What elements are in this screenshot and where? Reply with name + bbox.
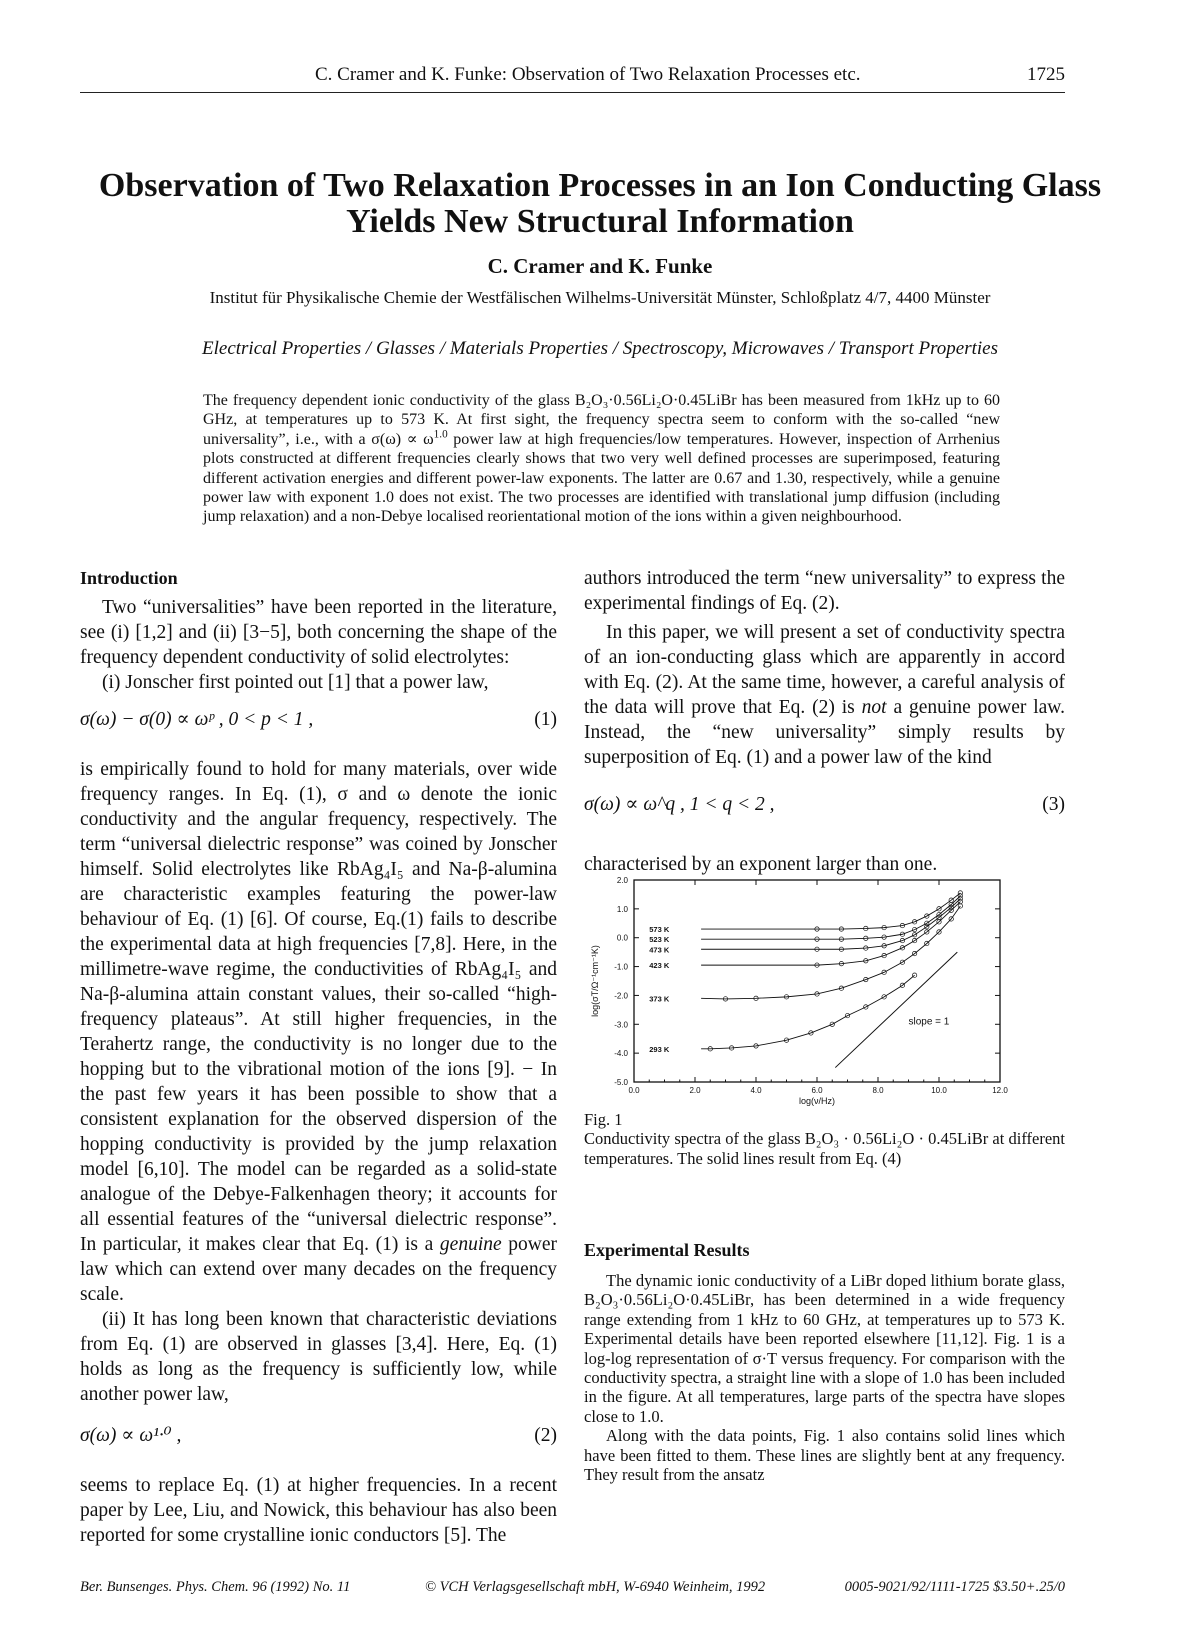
- series-label: 373 K: [649, 994, 670, 1004]
- x-tick-label: 6.0: [811, 1086, 823, 1095]
- running-title: C. Cramer and K. Funke: Observation of Two Relaxation Processes etc.: [315, 64, 861, 85]
- abstract-exponent: 1.0: [433, 428, 448, 441]
- slope-line: [835, 952, 957, 1067]
- series-line: [701, 975, 915, 1049]
- x-tick-label: 4.0: [750, 1086, 762, 1095]
- y-tick-label: 0.0: [616, 933, 628, 943]
- y-tick-label: -1.0: [614, 962, 628, 972]
- equation-2: [80, 1423, 557, 1473]
- intro-paragraph-4: (ii) It has long been known that characteristic deviations from Eq. (1) are observed in glasses [3,4]. Here, Eq. (1) holds as long as the frequency is sufficiently low, while another power law,: [80, 1309, 557, 1405]
- emphasis-not: not: [861, 697, 887, 718]
- right-paragraph-2a: In this paper, we will present a set of conductivity spectra of an ion-conducting glass which are apparently in accord with Eq. (2). At the same time, however, a careful analysis of the data will prove that Eq. (2) is: [584, 622, 1065, 718]
- series-label: 523 K: [649, 935, 670, 945]
- series-line: [701, 896, 960, 939]
- intro-paragraph-3a: is empirically found to hold for many materials, over wide frequency ranges. In Eq. (1), σ and ω denote the ionic conductivity and the angular frequency, respectively. The term “universal dielectric response” was coined by Jonscher himself. Solid electrolytes like RbAg₄I₅ and Na-β-alumina are characteristic examples featuring the power-law behaviour of Eq. (1) [6]. Of course, Eq.(1) fails to describe the experimental data at high frequencies [7,8]. Here, in the millimetre-wave regime, the conductivities of RbAg₄I₅ and Na-β-alumina attain constant values, their so-called “high-frequency plateaus”. At still higher frequencies, in the Terahertz range, the conductivity is no longer due to the hopping but to the vibrational motion of the ions [9]. − In the past few years it has been possible to show that a consistent explanation for the observed dispersion of the hopping conductivity is provided by the jump relaxation model [6,10]. The model can be regarded as a solid-state analogue of the Debye-Falkenhagen theory; it accounts for all essential features of the “universal dielectric response”. In particular, it makes clear that Eq. (1) is a: [80, 759, 557, 1255]
- slope-annotation: slope = 1: [908, 1016, 950, 1028]
- running-head: [80, 62, 1065, 93]
- emphasis-genuine: genuine: [439, 1234, 502, 1255]
- y-tick-label: 2.0: [616, 876, 628, 885]
- abstract-text-2: has been measured from 1kHz up to 60 GHz, at temperatures up to 573 K. At first sight, the frequency spectra seem to conform with the so-called “new universality”, i.e., with a σ(ω) ∝ ω: [203, 392, 1001, 448]
- authors: C. Cramer and K. Funke: [487, 254, 713, 278]
- equation-3-text: σ(ω) ∝ ω^q , 1 < q < 2 ,: [584, 794, 775, 815]
- series-line: [701, 893, 960, 929]
- figure-1-label: Fig. 1: [584, 1110, 623, 1129]
- y-tick-label: -2.0: [614, 991, 628, 1001]
- right-paragraph-3: characterised by an exponent larger than one.: [584, 854, 938, 875]
- series-line: [701, 899, 960, 950]
- intro-paragraph-3b: power law which can extend over many decades on the frequency scale.: [80, 1234, 558, 1305]
- keywords: Electrical Properties / Glasses / Materials Properties / Spectroscopy, Microwaves / Transport Properties: [202, 338, 998, 359]
- intro-paragraph-5: seems to replace Eq. (1) at higher frequencies. In a recent paper by Lee, Liu, and Nowick, this behaviour has also been reported for some crystalline ionic conductors [5]. The: [80, 1475, 557, 1546]
- right-paragraph-2: [584, 620, 1065, 770]
- equation-3: [584, 792, 1065, 852]
- plot-frame: [634, 880, 1000, 1082]
- series-label: 293 K: [649, 1044, 670, 1054]
- page-number: 1725: [1027, 64, 1065, 85]
- footer-journal: Ber. Bunsenges. Phys. Chem. 96 (1992) No. 11: [80, 1579, 351, 1595]
- right-paragraph-2b: a genuine power law. Instead, the “new universality” simply results by superposition of Eq. (1) and a power law of the kind: [584, 697, 1066, 768]
- x-tick-label: 10.0: [931, 1086, 947, 1095]
- y-tick-label: 1.0: [616, 904, 628, 914]
- series-line: [701, 906, 960, 999]
- section-heading-experimental: Experimental Results: [584, 1240, 750, 1260]
- equation-2-text: σ(ω) ∝ ω¹·⁰ ,: [80, 1425, 182, 1446]
- section-heading-introduction: Introduction: [80, 568, 178, 588]
- right-column-top: [584, 566, 1065, 877]
- x-tick-label: 2.0: [689, 1086, 701, 1095]
- left-column: [80, 566, 557, 1548]
- abstract: [203, 391, 1000, 527]
- x-tick-label: 12.0: [992, 1086, 1008, 1095]
- footer-code: 0005-9021/92/1111-1725 $3.50+.25/0: [844, 1579, 1065, 1595]
- right-column-bottom: [584, 1240, 1065, 1484]
- x-tick-label: 0.0: [628, 1086, 640, 1095]
- experimental-paragraph-2: Along with the data points, Fig. 1 also contains solid lines which have been fitted to them. These lines are slightly bent at any frequency. They result from the ansatz: [584, 1426, 1065, 1485]
- abstract-formula: B₂O₃·0.56Li₂O·0.45LiBr: [574, 392, 737, 409]
- figure-1-chart: [584, 868, 1024, 1108]
- abstract-text-3: power law at high frequencies/low temperatures. However, inspection of Arrhenius plots constructed at different frequencies clearly shows that two very well defined processes are superimposed, featuring different activation energies and different power-law exponents. The latter are 0.67 and 1.30, respectively, while a genuine power law with exponent 1.0 does not exist. The two processes are identified with translational jump diffusion (including jump relaxation) and a non-Debye localised reorientational motion of the ions within a given neighbourhood.: [203, 430, 1001, 526]
- abstract-text-1: The frequency dependent ionic conductivity of the glass: [203, 392, 570, 409]
- intro-paragraph-3: [80, 757, 557, 1307]
- affiliation: Institut für Physikalische Chemie der Westfälischen Wilhelms-Universität Münster, Schloßplatz 4/7, 4400 Münster: [209, 288, 991, 307]
- equation-2-number: (2): [534, 1425, 557, 1446]
- equation-1-text: σ(ω) − σ(0) ∝ ωᵖ , 0 < p < 1 ,: [80, 709, 314, 730]
- equation-1-number: (1): [534, 709, 557, 730]
- data-point: [958, 899, 962, 903]
- y-tick-label: -3.0: [614, 1020, 628, 1030]
- y-axis-label: log(σT/Ω⁻¹cm⁻¹K): [590, 945, 600, 1017]
- series-label: 473 K: [649, 945, 670, 955]
- series-label: 423 K: [649, 961, 670, 971]
- y-tick-label: -4.0: [614, 1049, 628, 1059]
- series-label: 573 K: [649, 925, 670, 935]
- figure-1-caption-text: Conductivity spectra of the glass B₂O₃ · 0.56Li₂O · 0.45LiBr at different temperatures. The solid lines result from Eq. (4): [584, 1129, 1065, 1168]
- equation-1: [80, 707, 557, 757]
- x-axis-label: log(ν/Hz): [798, 1096, 836, 1106]
- figure-1-caption: [584, 1110, 1065, 1168]
- series-line: [701, 902, 960, 965]
- intro-paragraph-1: Two “universalities” have been reported in the literature, see (i) [1,2] and (ii) [3−5], both concerning the shape of the frequency dependent conductivity of solid electrolytes:: [80, 597, 557, 668]
- footer-publisher: © VCH Verlagsgesellschaft mbH, W-6940 Weinheim, 1992: [425, 1579, 766, 1595]
- equation-3-number: (3): [1042, 794, 1065, 815]
- experimental-paragraph-1: The dynamic ionic conductivity of a LiBr doped lithium borate glass, B₂O₃·0.56Li₂O·0.45LiBr, has been determined in a wide frequency range extending from 1 kHz to 60 GHz, at temperatures up to 573 K. Experimental details have been reported elsewhere [11,12]. Fig. 1 is a log-log representation of σ·T versus frequency. For comparison with the conductivity spectra, a straight line with a slope of 1.0 has been included in the figure. At all temperatures, large parts of the spectra have slopes close to 1.0.: [584, 1271, 1065, 1426]
- intro-paragraph-2: (i) Jonscher first pointed out [1] that a power law,: [102, 672, 489, 693]
- right-paragraph-1: authors introduced the term “new universality” to express the experimental findings of Eq. (2).: [584, 568, 1065, 614]
- y-tick-label: -5.0: [614, 1078, 628, 1087]
- paper-title: Observation of Two Relaxation Processes in an Ion Conducting Glass Yields New Structural Information: [98, 167, 1102, 240]
- x-tick-label: 8.0: [872, 1086, 884, 1095]
